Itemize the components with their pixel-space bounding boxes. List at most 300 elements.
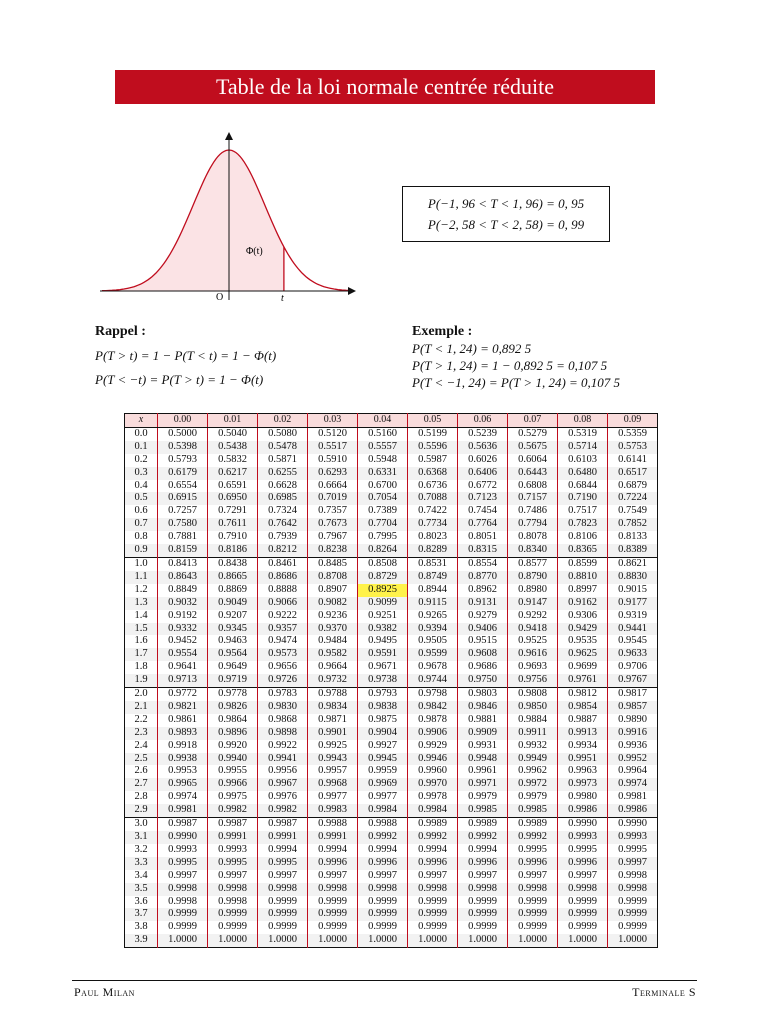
table-cell: 0.9982	[208, 804, 258, 817]
table-cell: 0.9987	[208, 818, 258, 831]
table-row	[125, 505, 658, 518]
table-cell: 0.5675	[508, 441, 558, 454]
table-cell: 0.7704	[358, 518, 408, 531]
table-cell: 0.9713	[158, 674, 208, 687]
table-cell: 0.8264	[358, 544, 408, 557]
table-cell: 0.9177	[608, 597, 658, 610]
table-cell: 0.9591	[358, 648, 408, 661]
table-cell: 0.9927	[358, 740, 408, 753]
table-cell: 0.9719	[208, 674, 258, 687]
table-row	[125, 727, 658, 740]
table-cell: 0.9965	[158, 778, 208, 791]
table-row	[125, 921, 658, 934]
table-cell: 0.9474	[258, 635, 308, 648]
table-row	[125, 714, 658, 727]
table-cell: 0.9936	[608, 740, 658, 753]
table-cell: 0.8869	[208, 584, 258, 597]
table-cell: 0.9999	[508, 921, 558, 934]
x-axis-arrow	[348, 287, 356, 295]
table-cell: 0.9966	[208, 778, 258, 791]
table-cell: 0.7794	[508, 518, 558, 531]
bell-curve-figure	[100, 128, 360, 308]
table-cell: 0.9999	[408, 921, 458, 934]
table-cell: 0.9896	[208, 727, 258, 740]
table-cell: 0.9738	[358, 674, 408, 687]
table-cell: 0.9940	[208, 753, 258, 766]
table-cell: 0.9970	[408, 778, 458, 791]
table-cell: 0.9967	[258, 778, 308, 791]
table-cell: 0.9992	[508, 831, 558, 844]
table-cell: 0.9998	[558, 883, 608, 896]
table-cell: 0.9988	[358, 818, 408, 831]
table-cell: 0.6844	[558, 480, 608, 493]
table-cell: 0.9756	[508, 674, 558, 687]
table-cell: 0.9990	[608, 818, 658, 831]
row-header: 0.5	[125, 492, 158, 505]
table-cell: 0.9986	[558, 804, 608, 817]
row-header: 3.8	[125, 921, 158, 934]
table-cell: 0.9962	[508, 765, 558, 778]
table-cell: 0.9808	[508, 688, 558, 701]
table-cell: 0.9484	[308, 635, 358, 648]
table-cell: 0.7389	[358, 505, 408, 518]
table-cell: 0.6517	[608, 467, 658, 480]
table-row	[125, 701, 658, 714]
rappel-section	[95, 324, 276, 388]
table-row	[125, 804, 658, 817]
table-cell: 0.8315	[458, 544, 508, 557]
table-cell: 0.9826	[208, 701, 258, 714]
table-cell: 0.5987	[408, 454, 458, 467]
table-cell: 0.9985	[508, 804, 558, 817]
table-cell: 0.6879	[608, 480, 658, 493]
table-cell: 0.9978	[408, 791, 458, 804]
equation-line: P(−2, 58 < T < 2, 58) = 0, 99	[427, 216, 585, 232]
row-header: 2.6	[125, 765, 158, 778]
table-cell: 0.8485	[308, 557, 358, 570]
column-header: 0.06	[458, 414, 508, 428]
table-cell: 0.9265	[408, 610, 458, 623]
table-cell: 0.7357	[308, 505, 358, 518]
table-cell: 0.8577	[508, 557, 558, 570]
table-cell: 0.9999	[558, 896, 608, 909]
table-cell: 0.9192	[158, 610, 208, 623]
table-cell: 0.7852	[608, 518, 658, 531]
row-header: 1.7	[125, 648, 158, 661]
table-cell: 0.5714	[558, 441, 608, 454]
table-cell: 0.9913	[558, 727, 608, 740]
table-cell: 0.9999	[458, 921, 508, 934]
table-cell: 0.9997	[558, 870, 608, 883]
table-cell: 0.9463	[208, 635, 258, 648]
table-cell: 0.7123	[458, 492, 508, 505]
table-cell: 0.9999	[358, 908, 408, 921]
table-cell: 0.8770	[458, 571, 508, 584]
table-cell: 0.9842	[408, 701, 458, 714]
table-row	[125, 688, 658, 701]
table-cell: 0.9664	[308, 661, 358, 674]
table-cell: 0.9817	[608, 688, 658, 701]
table-cell: 0.9997	[608, 857, 658, 870]
table-cell: 0.9998	[358, 883, 408, 896]
table-cell: 0.9922	[258, 740, 308, 753]
table-cell: 0.9996	[458, 857, 508, 870]
table-cell: 0.9997	[158, 870, 208, 883]
table-cell: 0.9545	[608, 635, 658, 648]
table-cell: 0.9989	[458, 818, 508, 831]
table-cell: 0.6026	[458, 454, 508, 467]
table-cell: 0.9981	[158, 804, 208, 817]
page-title: Table de la loi normale centrée réduite	[115, 70, 655, 104]
table-cell: 0.9999	[208, 921, 258, 934]
table-cell: 0.9964	[608, 765, 658, 778]
table-cell: 0.9292	[508, 610, 558, 623]
table-cell: 0.7734	[408, 518, 458, 531]
column-header: 0.00	[158, 414, 208, 428]
table-cell: 0.9931	[458, 740, 508, 753]
table-cell: 0.5910	[308, 454, 358, 467]
table-cell: 0.5517	[308, 441, 358, 454]
table-row	[125, 480, 658, 493]
table-cell: 0.9778	[208, 688, 258, 701]
table-cell: 0.9992	[358, 831, 408, 844]
table-cell: 0.9222	[258, 610, 308, 623]
column-header: 0.05	[408, 414, 458, 428]
column-header: 0.03	[308, 414, 358, 428]
table-row	[125, 883, 658, 896]
row-header: 2.8	[125, 791, 158, 804]
table-cell: 0.9909	[458, 727, 508, 740]
table-cell: 0.9974	[158, 791, 208, 804]
table-cell: 1.0000	[458, 934, 508, 947]
table-cell: 0.9726	[258, 674, 308, 687]
row-header: 3.9	[125, 934, 158, 947]
table-cell: 0.9943	[308, 753, 358, 766]
table-cell: 0.8389	[608, 544, 658, 557]
table-cell: 0.9993	[208, 844, 258, 857]
table-cell: 0.7549	[608, 505, 658, 518]
table-cell: 0.7454	[458, 505, 508, 518]
table-cell: 0.9357	[258, 623, 308, 636]
exemple-line: P(T < −1, 24) = P(T > 1, 24) = 0,107 5	[412, 375, 621, 390]
row-header: 1.4	[125, 610, 158, 623]
table-cell: 0.9608	[458, 648, 508, 661]
table-cell: 0.9999	[258, 896, 308, 909]
table-cell: 0.9999	[558, 908, 608, 921]
table-cell: 0.9980	[558, 791, 608, 804]
table-cell: 0.9394	[408, 623, 458, 636]
table-cell: 1.0000	[558, 934, 608, 947]
table-cell: 0.9656	[258, 661, 308, 674]
table-cell: 0.9761	[558, 674, 608, 687]
table-row	[125, 818, 658, 831]
table-cell: 0.9956	[258, 765, 308, 778]
table-cell: 0.8599	[558, 557, 608, 570]
table-cell: 0.9998	[208, 883, 258, 896]
table-cell: 0.5871	[258, 454, 308, 467]
table-cell: 0.9251	[358, 610, 408, 623]
table-cell: 0.8729	[358, 571, 408, 584]
table-cell: 0.5239	[458, 427, 508, 440]
table-cell: 0.9554	[158, 648, 208, 661]
table-cell: 0.9979	[508, 791, 558, 804]
table-cell: 0.9998	[608, 883, 658, 896]
table-cell: 0.9986	[608, 804, 658, 817]
table-cell: 0.5199	[408, 427, 458, 440]
table-cell: 0.9998	[508, 883, 558, 896]
table-cell: 1.0000	[258, 934, 308, 947]
table-cell: 0.7764	[458, 518, 508, 531]
row-header: 2.5	[125, 753, 158, 766]
table-cell: 0.9306	[558, 610, 608, 623]
table-cell: 0.9904	[358, 727, 408, 740]
table-cell: 0.8621	[608, 557, 658, 570]
table-cell: 0.8051	[458, 531, 508, 544]
table-cell: 0.9854	[558, 701, 608, 714]
table-cell: 0.8413	[158, 557, 208, 570]
table-cell: 0.5279	[508, 427, 558, 440]
table-cell: 0.5596	[408, 441, 458, 454]
table-cell: 0.9535	[558, 635, 608, 648]
table-cell: 0.9973	[558, 778, 608, 791]
table-cell: 0.9929	[408, 740, 458, 753]
table-cell: 0.9995	[508, 844, 558, 857]
table-cell: 0.5040	[208, 427, 258, 440]
table-cell: 0.9994	[258, 844, 308, 857]
table-cell: 0.9996	[308, 857, 358, 870]
table-cell: 0.9941	[258, 753, 308, 766]
table-cell: 0.9452	[158, 635, 208, 648]
table-cell: 0.9949	[508, 753, 558, 766]
table-cell: 0.9345	[208, 623, 258, 636]
table-cell: 0.9207	[208, 610, 258, 623]
table-cell: 0.8438	[208, 557, 258, 570]
row-header: 3.4	[125, 870, 158, 883]
table-cell: 0.9995	[558, 844, 608, 857]
table-cell: 0.9812	[558, 688, 608, 701]
table-cell: 0.9515	[458, 635, 508, 648]
table-cell: 0.9952	[608, 753, 658, 766]
table-cell: 0.6406	[458, 467, 508, 480]
table-cell: 0.8665	[208, 571, 258, 584]
table-cell: 0.9984	[358, 804, 408, 817]
table-cell: 0.9893	[158, 727, 208, 740]
table-cell: 1.0000	[208, 934, 258, 947]
table-cell: 0.9319	[608, 610, 658, 623]
table-cell: 0.9999	[308, 921, 358, 934]
table-cell: 0.9999	[558, 921, 608, 934]
table-cell: 0.7881	[158, 531, 208, 544]
column-header: 0.09	[608, 414, 658, 428]
table-cell: 0.6985	[258, 492, 308, 505]
table-cell: 0.9998	[458, 883, 508, 896]
table-cell: 0.9864	[208, 714, 258, 727]
table-cell: 0.9996	[408, 857, 458, 870]
table-cell: 0.9147	[508, 597, 558, 610]
table-cell: 0.8133	[608, 531, 658, 544]
table-cell: 0.9983	[308, 804, 358, 817]
table-row	[125, 544, 658, 557]
table-cell: 0.9999	[508, 908, 558, 921]
table-cell: 0.9846	[458, 701, 508, 714]
table-cell: 0.9875	[358, 714, 408, 727]
table-cell: 0.6255	[258, 467, 308, 480]
table-cell: 0.9991	[258, 831, 308, 844]
table-cell: 0.9999	[608, 921, 658, 934]
table-cell: 0.9857	[608, 701, 658, 714]
table-row	[125, 492, 658, 505]
table-cell: 0.9994	[308, 844, 358, 857]
table-cell: 0.9963	[558, 765, 608, 778]
table-cell: 0.9850	[508, 701, 558, 714]
table-cell: 0.9945	[358, 753, 408, 766]
table-cell: 0.8686	[258, 571, 308, 584]
table-row	[125, 557, 658, 570]
table-cell: 0.9999	[508, 896, 558, 909]
table-cell: 0.9783	[258, 688, 308, 701]
row-header: 2.9	[125, 804, 158, 817]
table-cell: 0.9878	[408, 714, 458, 727]
equation-box	[402, 186, 610, 242]
table-cell: 0.9887	[558, 714, 608, 727]
table-cell: 0.5359	[608, 427, 658, 440]
table-cell: 0.8944	[408, 584, 458, 597]
row-header: 3.2	[125, 844, 158, 857]
table-cell: 0.9957	[308, 765, 358, 778]
table-cell: 0.9995	[258, 857, 308, 870]
table-row	[125, 844, 658, 857]
table-cell: 0.5120	[308, 427, 358, 440]
table-cell: 0.8708	[308, 571, 358, 584]
table-cell: 0.9999	[258, 908, 308, 921]
table-cell: 0.9906	[408, 727, 458, 740]
table-cell: 0.6950	[208, 492, 258, 505]
table-cell: 0.9932	[508, 740, 558, 753]
table-cell: 0.9750	[458, 674, 508, 687]
table-cell: 0.8643	[158, 571, 208, 584]
table-cell: 0.9987	[158, 818, 208, 831]
table-cell: 0.9793	[358, 688, 408, 701]
table-cell: 0.9993	[608, 831, 658, 844]
table-cell: 0.9951	[558, 753, 608, 766]
row-header: 3.5	[125, 883, 158, 896]
table-row	[125, 870, 658, 883]
table-cell: 0.9996	[558, 857, 608, 870]
table-cell: 0.9625	[558, 648, 608, 661]
table-cell: 0.9979	[458, 791, 508, 804]
footer-author: Paul Milan	[74, 985, 135, 999]
table-cell: 0.9898	[258, 727, 308, 740]
table-cell: 0.9992	[458, 831, 508, 844]
table-cell: 0.9999	[208, 908, 258, 921]
table-cell: 0.5478	[258, 441, 308, 454]
table-cell: 0.9998	[208, 896, 258, 909]
table-cell: 0.9953	[158, 765, 208, 778]
table-cell: 0.6368	[408, 467, 458, 480]
table-cell: 0.9767	[608, 674, 658, 687]
row-header: 0.8	[125, 531, 158, 544]
table-cell: 0.9884	[508, 714, 558, 727]
table-cell: 0.8749	[408, 571, 458, 584]
table-cell: 0.9987	[258, 818, 308, 831]
row-header: 1.6	[125, 635, 158, 648]
rappel-heading: Rappel :	[95, 324, 146, 339]
table-cell: 0.9946	[408, 753, 458, 766]
table-cell: 0.9890	[608, 714, 658, 727]
table-row	[125, 610, 658, 623]
table-cell: 0.9995	[158, 857, 208, 870]
table-cell: 0.8023	[408, 531, 458, 544]
table-row	[125, 597, 658, 610]
table-cell: 0.9082	[308, 597, 358, 610]
table-cell: 0.9236	[308, 610, 358, 623]
table-cell: 0.9834	[308, 701, 358, 714]
row-header: 1.3	[125, 597, 158, 610]
table-cell: 0.9115	[408, 597, 458, 610]
table-row	[125, 635, 658, 648]
table-row	[125, 571, 658, 584]
table-cell: 0.9821	[158, 701, 208, 714]
table-cell: 0.9599	[408, 648, 458, 661]
row-header: 1.8	[125, 661, 158, 674]
table-cell: 0.8907	[308, 584, 358, 597]
row-header: 0.3	[125, 467, 158, 480]
table-cell: 0.7190	[558, 492, 608, 505]
table-cell: 0.9916	[608, 727, 658, 740]
row-header: 2.7	[125, 778, 158, 791]
table-cell: 0.8980	[508, 584, 558, 597]
table-cell: 0.9990	[158, 831, 208, 844]
table-cell: 0.9997	[208, 870, 258, 883]
table-cell: 0.8790	[508, 571, 558, 584]
table-cell: 0.5160	[358, 427, 408, 440]
table-cell: 0.9998	[308, 883, 358, 896]
table-cell: 0.9649	[208, 661, 258, 674]
table-cell: 0.5438	[208, 441, 258, 454]
table-cell: 0.9974	[608, 778, 658, 791]
exemple-line: P(T > 1, 24) = 1 − 0,892 5 = 0,107 5	[412, 358, 608, 373]
table-cell: 0.5000	[158, 427, 208, 440]
table-cell: 0.6915	[158, 492, 208, 505]
table-cell: 0.9925	[308, 740, 358, 753]
table-row	[125, 791, 658, 804]
table-cell: 0.8962	[458, 584, 508, 597]
table-cell: 0.5080	[258, 427, 308, 440]
table-cell: 0.9999	[408, 896, 458, 909]
highlighted-cell: 0.8925	[358, 584, 408, 597]
row-header: 0.4	[125, 480, 158, 493]
table-cell: 0.9999	[308, 908, 358, 921]
table-cell: 0.9934	[558, 740, 608, 753]
table-cell: 1.0000	[608, 934, 658, 947]
table-cell: 0.9992	[408, 831, 458, 844]
table-cell: 0.9960	[408, 765, 458, 778]
row-header: 0.2	[125, 454, 158, 467]
table-cell: 0.9999	[408, 908, 458, 921]
table-cell: 0.9525	[508, 635, 558, 648]
table-cell: 0.9641	[158, 661, 208, 674]
table-cell: 0.8365	[558, 544, 608, 557]
table-row	[125, 518, 658, 531]
table-cell: 0.5832	[208, 454, 258, 467]
row-header: 3.7	[125, 908, 158, 921]
table-row	[125, 753, 658, 766]
footer-class: Terminale S	[632, 985, 696, 999]
table-cell: 0.9678	[408, 661, 458, 674]
table-row	[125, 896, 658, 909]
table-cell: 0.9918	[158, 740, 208, 753]
table-cell: 0.7486	[508, 505, 558, 518]
